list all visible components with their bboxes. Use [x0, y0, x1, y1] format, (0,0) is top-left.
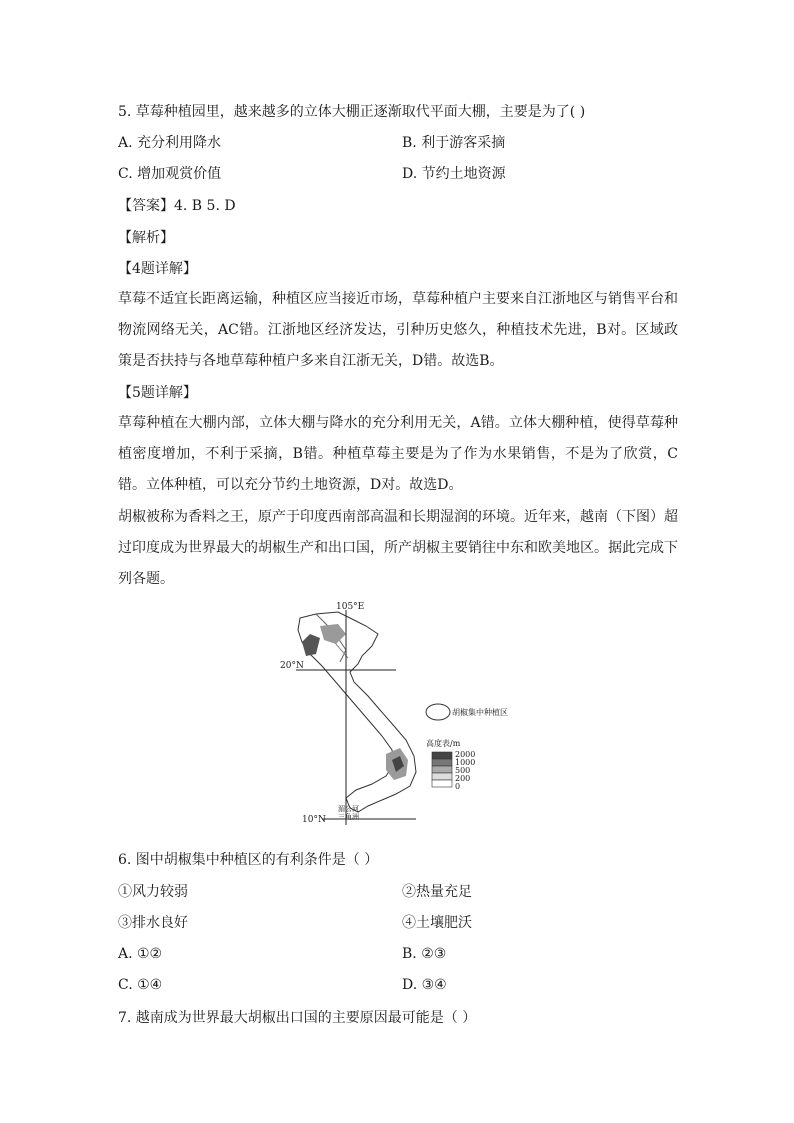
lat20-label: 20°N: [280, 661, 304, 671]
legend-value-200: 200: [455, 774, 471, 783]
north-highland-dark: [302, 634, 320, 656]
q5-option-c: C. 增加观赏价值: [118, 166, 222, 182]
q5-detail-label: 【5题详解】: [118, 385, 197, 401]
q5-option-d: D. 节约土地资源: [402, 166, 506, 182]
delta-label: 湄公河: [338, 805, 359, 813]
q6-stem: 6. 图中胡椒集中种植区的有利条件是（ ）: [118, 852, 379, 868]
legend-value-0: 0: [455, 782, 461, 791]
zone-legend-label: 胡椒集中种植区: [452, 708, 508, 717]
q6-item-1: ①风力较弱: [118, 884, 188, 900]
analysis-label: 【解析】: [118, 230, 174, 246]
zone-legend-icon: [426, 704, 450, 720]
q6-item-2: ②热量充足: [402, 884, 472, 900]
north-highland-mid: [320, 624, 346, 644]
q6-item-3: ③排水良好: [118, 915, 188, 931]
lon-label: 105°E: [336, 602, 365, 612]
q5-option-b: B. 利于游客采摘: [402, 135, 506, 151]
legend-value-2000: 2000: [455, 750, 476, 759]
q6-option-b: B. ②③: [402, 946, 447, 962]
q5-option-a: A. 充分利用降水: [118, 135, 222, 151]
legend-value-1000: 1000: [455, 758, 476, 767]
q5-detail-text: 草莓种植在大棚内部，立体大棚与降水的充分利用无关，A错。立体大棚种植，使得草莓种植密度增加，不利于采摘，B错。种植草莓主要是为了作为水果销售，不是为了欣赏，C错。立体种植，可以充分节约土地资源，D对。故选D。: [118, 415, 678, 493]
q6-option-c: C. ①④: [118, 977, 163, 993]
q6-item-4: ④土壤肥沃: [402, 915, 472, 931]
legend-value-500: 500: [455, 766, 471, 775]
q7-stem: 7. 越南成为世界最大胡椒出口国的主要原因最可能是（ ）: [118, 1010, 477, 1026]
q6-option-d: D. ③④: [402, 977, 447, 993]
lat10-label: 10°N: [302, 815, 326, 825]
q4-detail-text: 草莓不适宜长距离运输，种植区应当接近市场，草莓种植户主要来自江浙地区与销售平台和物流网络无关，AC错。江浙地区经济发达，引种历史悠久，种植技术先进，B对。区域政策是否扶持与各地草莓种植户多来自江浙无关，D错。故选B。: [118, 291, 678, 369]
q5-stem: 5. 草莓种植园里，越来越多的立体大棚正逐渐取代平面大棚，主要是为了( ): [118, 104, 586, 120]
intro-paragraph: 胡椒被称为香料之王，原产于印度西南部高温和长期湿润的环境。近年来，越南（下图）超过印度成为世界最大的胡椒生产和出口国，所产胡椒主要销往中东和欧美地区。据此完成下列各题。: [118, 509, 678, 587]
q4-detail-label: 【4题详解】: [118, 261, 197, 277]
q6-option-a: A. ①②: [118, 946, 163, 962]
delta-label-2: 三角洲: [338, 813, 359, 821]
vietnam-map: [276, 600, 538, 832]
elevation-legend-title: 高度表/m: [426, 739, 461, 748]
map-legend: [426, 704, 508, 791]
answer-line: 【答案】4. B 5. D: [118, 198, 236, 214]
